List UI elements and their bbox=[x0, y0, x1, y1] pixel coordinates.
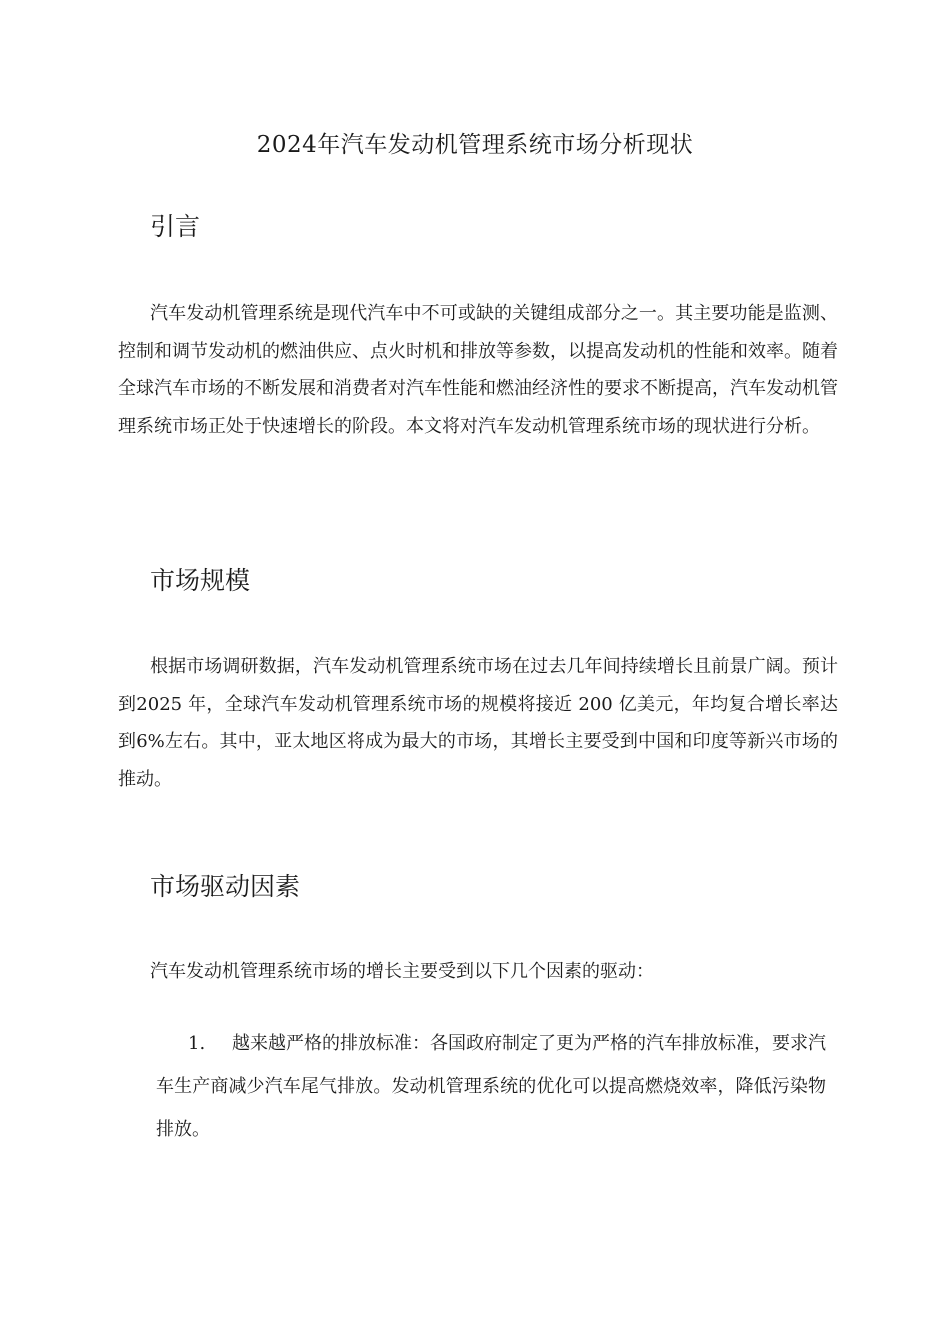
section-heading-market-drivers: 市场驱动因素 bbox=[150, 872, 301, 901]
section-paragraph-market-size: 根据市场调研数据，汽车发动机管理系统市场在过去几年间持续增长且前景广阔。预计到2025 年，全球汽车发动机管理系统市场的规模将接近 200 亿美元，年均复合增长率达到6%左右。其中，亚太地区将成为最大的市场，其增长主要受到中国和印度等新兴市场的推动。 bbox=[118, 656, 838, 790]
document-title: 2024年汽车发动机管理系统市场分析现状 bbox=[256, 132, 694, 158]
section-heading-market-size: 市场规模 bbox=[150, 566, 251, 595]
list-item-text: 越来越严格的排放标准：各国政府制定了更为严格的汽车排放标准，要求汽车生产商减少汽车尾气排放。发动机管理系统的优化可以提高燃烧效率，降低污染物排放。 bbox=[156, 1033, 826, 1140]
section-heading-introduction: 引言 bbox=[150, 212, 201, 241]
list-item-number: 1. bbox=[188, 1033, 206, 1054]
list-item bbox=[156, 1022, 826, 1151]
section-paragraph-introduction: 汽车发动机管理系统是现代汽车中不可或缺的关键组成部分之一。其主要功能是监测、控制和调节发动机的燃油供应、点火时机和排放等参数，以提高发动机的性能和效率。随着全球汽车市场的不断发展和消费者对汽车性能和燃油经济性的要求不断提高，汽车发动机管理系统市场正处于快速增长的阶段。本文将对汽车发动机管理系统市场的现状进行分析。 bbox=[118, 303, 838, 437]
section-intro-market-drivers: 汽车发动机管理系统市场的增长主要受到以下几个因素的驱动： bbox=[150, 961, 654, 982]
